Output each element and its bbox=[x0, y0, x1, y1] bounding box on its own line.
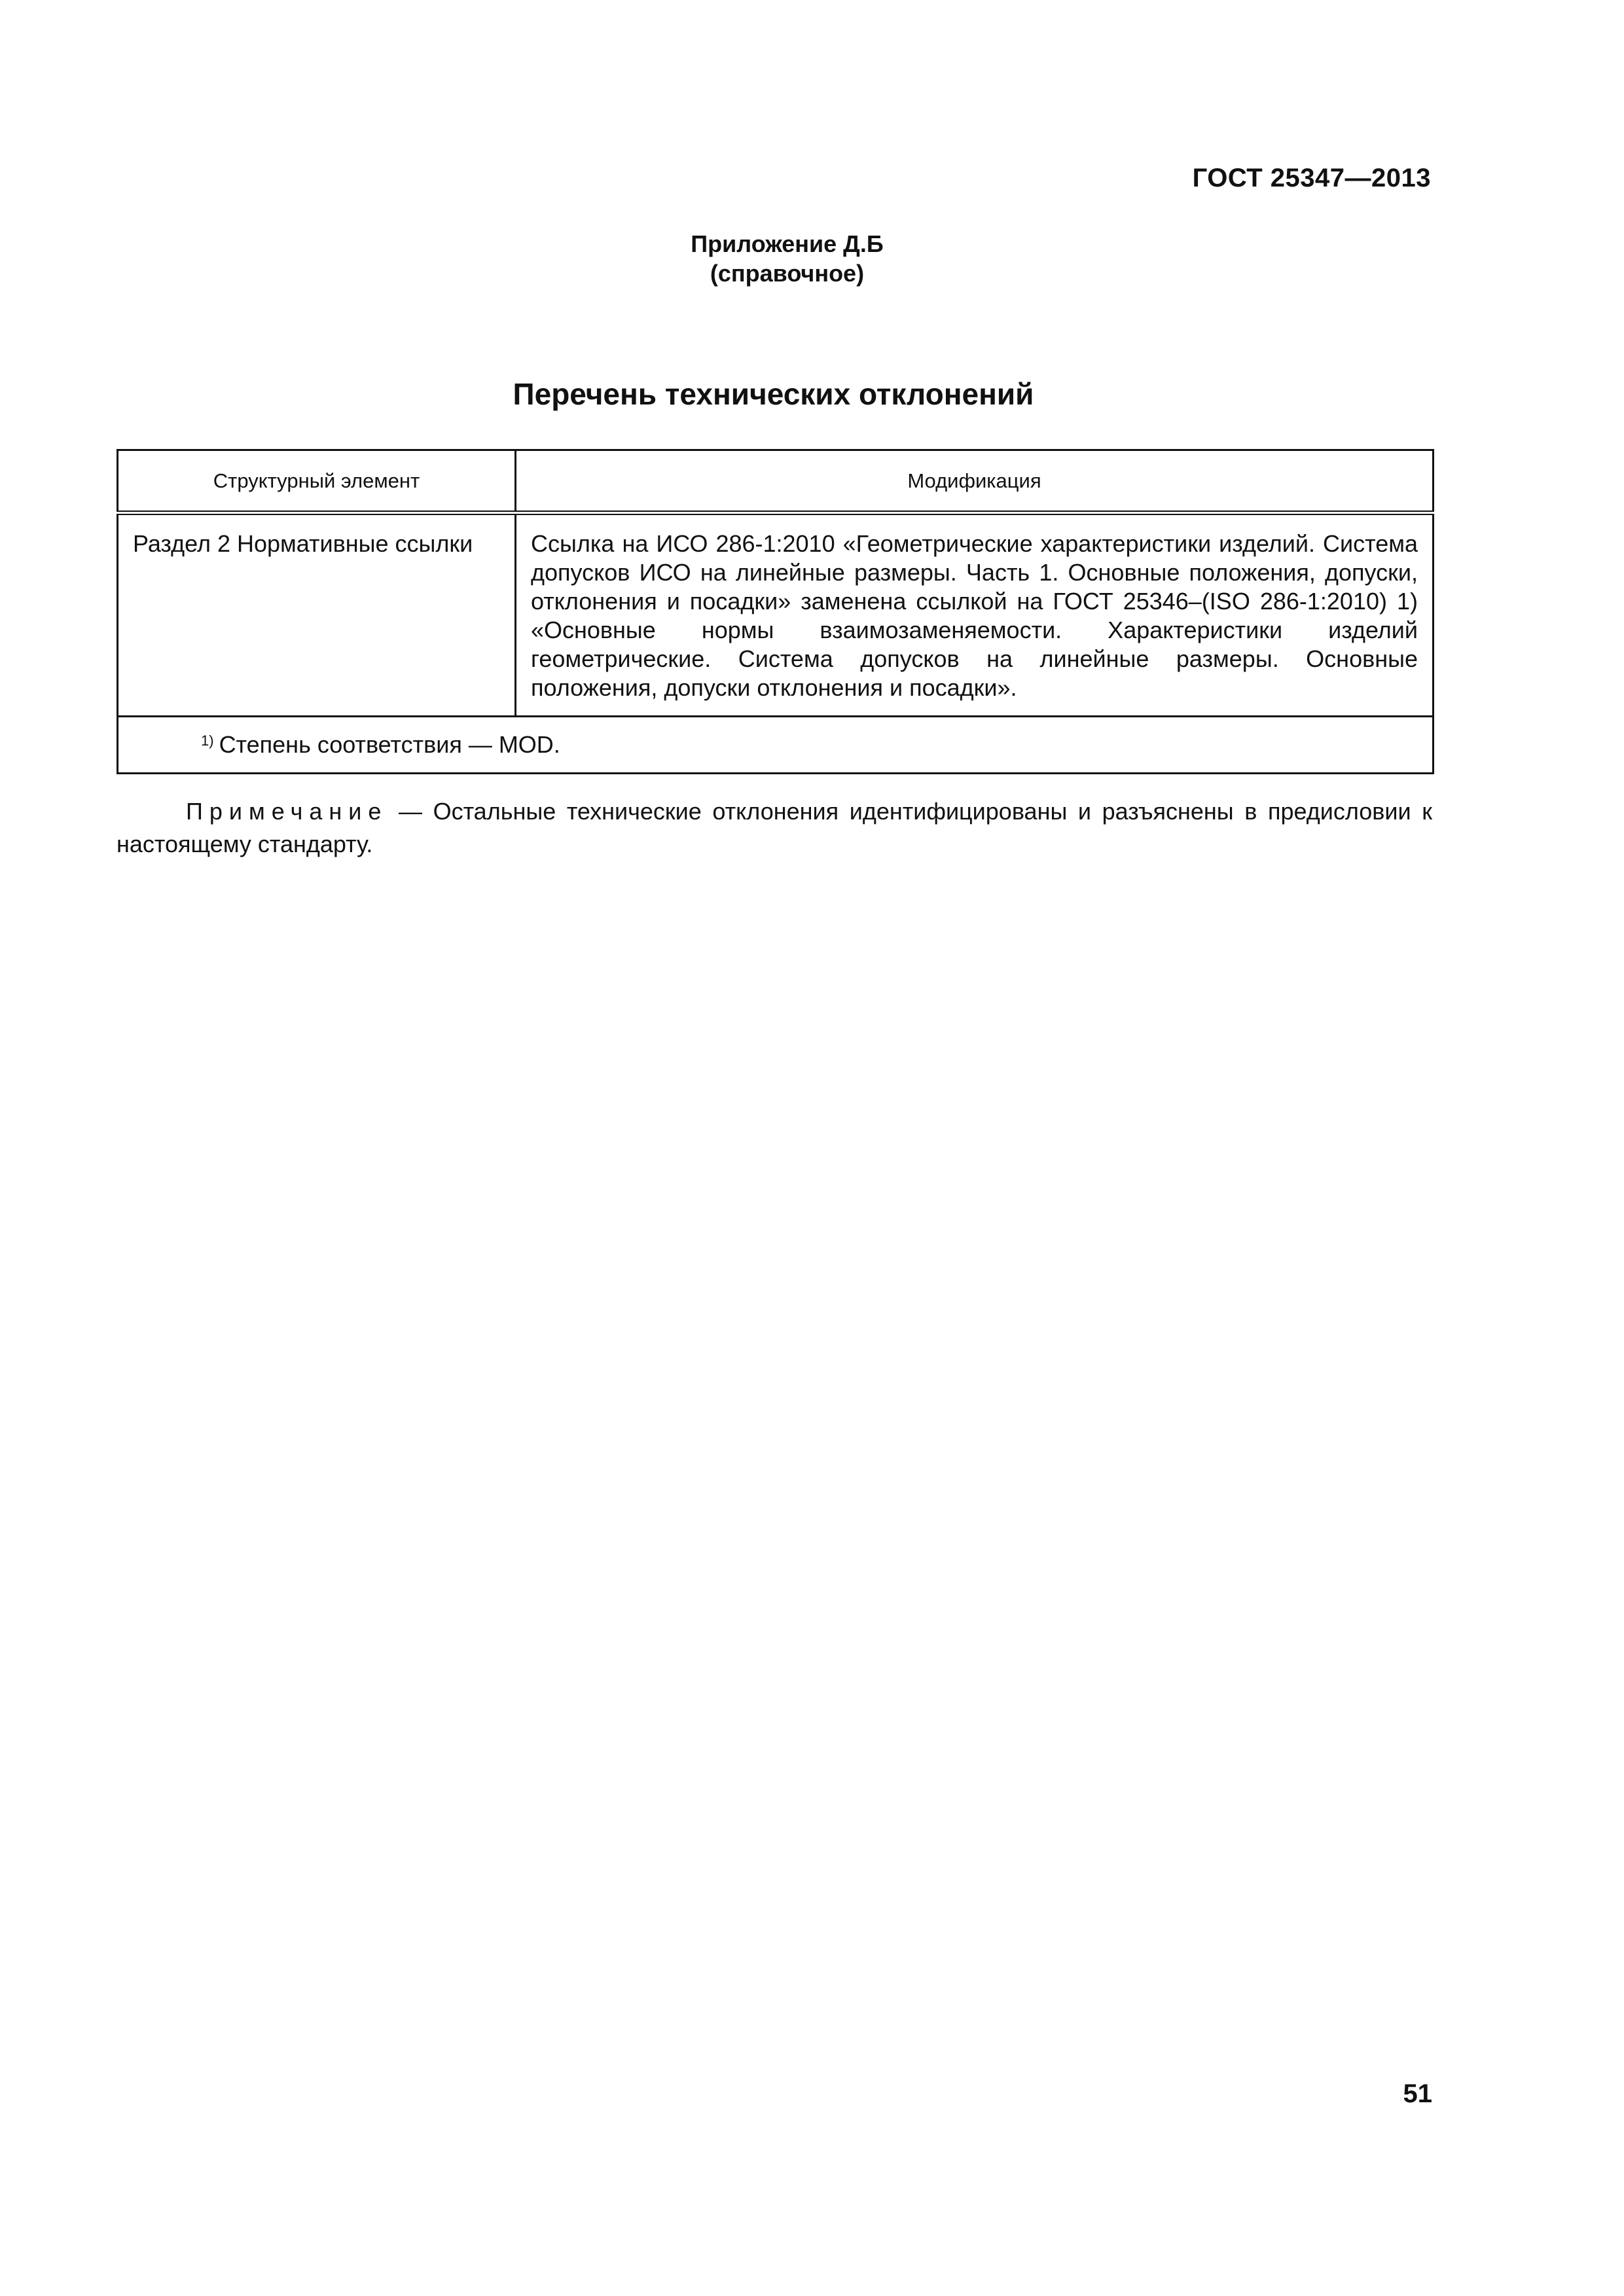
footnote-text: Степень соответствия — MOD. bbox=[219, 731, 560, 758]
table-header-row bbox=[118, 450, 1434, 513]
column-header-structural-element: Структурный элемент bbox=[118, 450, 516, 513]
note-label: Примечание bbox=[186, 798, 388, 825]
annex-label: Приложение Д.Б bbox=[691, 230, 884, 257]
table-footnote-row bbox=[118, 717, 1434, 774]
document-code: ГОСТ 25347—2013 bbox=[1192, 164, 1431, 192]
annex-heading bbox=[0, 229, 1574, 288]
deviations-table bbox=[117, 449, 1434, 774]
note-text: — Остальные технические отклонения идентифицированы и разъяснены в предисловии к настоящему стандарту. bbox=[117, 798, 1432, 857]
note-paragraph bbox=[117, 795, 1432, 861]
footnote-marker: 1) bbox=[201, 732, 214, 749]
column-header-modification: Модификация bbox=[516, 450, 1434, 513]
page-number: 51 bbox=[1403, 2079, 1432, 2108]
table-row bbox=[118, 513, 1434, 717]
annex-status: (справочное) bbox=[710, 260, 865, 287]
footnote-cell bbox=[118, 717, 1434, 774]
page-title: Перечень технических отклонений bbox=[513, 377, 1034, 411]
structural-element-cell: Раздел 2 Нормативные ссылки bbox=[118, 513, 516, 717]
modification-cell: Ссылка на ИСО 286-1:2010 «Геометрические характеристики изделий. Система допусков ИСО на линейные размеры. Часть 1. Основные положения, допуски, отклонения и посадки» заменена ссылкой на ГОСТ 25346–(ISO 286-1:2010) 1) «Основные нормы взаимозаменяемости. Характеристики изделий геометрические. Система допусков на линейные размеры. Основные положения, допуски отклонения и посадки». bbox=[516, 513, 1434, 717]
